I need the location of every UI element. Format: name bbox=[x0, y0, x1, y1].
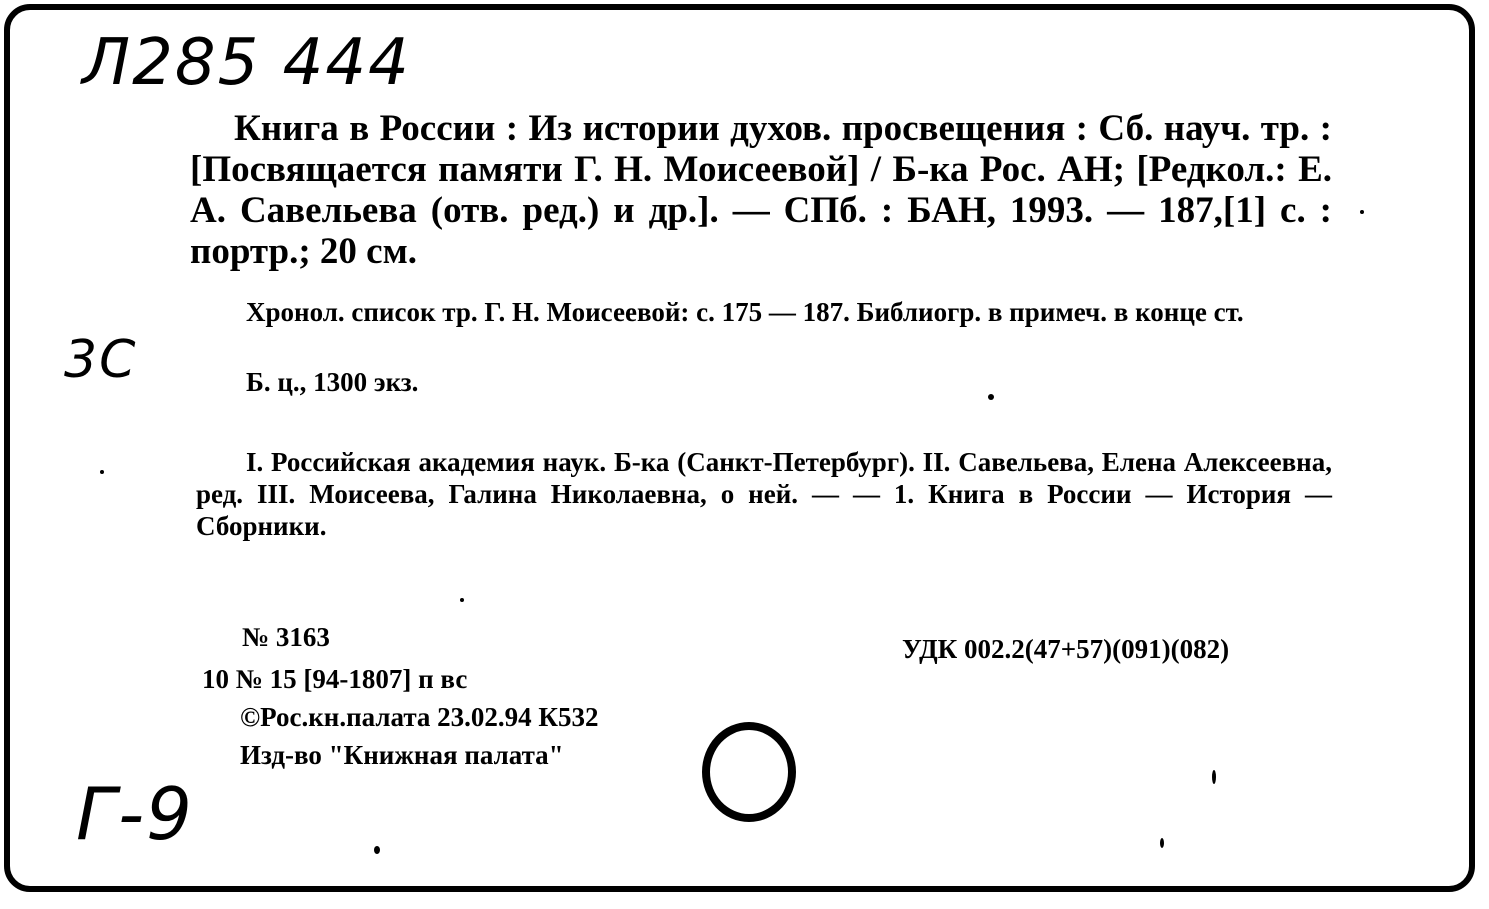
scan-speck bbox=[100, 470, 104, 474]
scan-speck bbox=[460, 598, 464, 602]
handwritten-catalog-number: Л285 444 bbox=[82, 26, 411, 100]
handwritten-bottom-mark: Г-9 bbox=[76, 772, 194, 856]
tracings: I. Российская академия наук. Б-ка (Санкт-Петербург). II. Савельева, Елена Алексеевна, ред. III. Моисеева, Галина Николаевна, о ней. — — 1. Книга в России — История — Сборники. bbox=[196, 447, 1332, 541]
record-number: № 3163 bbox=[242, 622, 330, 652]
main-bibliographic-entry bbox=[190, 108, 1332, 272]
scan-speck bbox=[988, 394, 994, 400]
udk-code: УДК 002.2(47+57)(091)(082) bbox=[902, 634, 1230, 664]
price-note: Б. ц., 1300 экз. bbox=[246, 367, 419, 397]
main-entry-text: Книга в России : Из истории духов. просвещения : Сб. науч. тр. : [Посвящается памяти Г. Н. Моисеевой] / Б-ка Рос. АН; [Редкол.: Е. А. Савельева (отв. ред.) и др.]. — СПб. : БАН, 1993. — 187,[1] с. : портр.; 20 см. bbox=[190, 108, 1332, 272]
punch-hole-circle bbox=[702, 722, 796, 822]
scan-speck bbox=[1160, 838, 1164, 848]
bibliography-note: Хронол. список тр. Г. Н. Моисеевой: с. 175 — 187. Библиогр. в примеч. в конце ст. bbox=[246, 297, 1244, 327]
series-line: 10 № 15 [94-1807] п вс bbox=[202, 664, 468, 694]
handwritten-margin-mark: 3С bbox=[64, 330, 138, 390]
copyright-line: ©Рос.кн.палата 23.02.94 К532 bbox=[240, 702, 599, 732]
scan-speck bbox=[1212, 770, 1216, 784]
scan-speck bbox=[1360, 210, 1364, 214]
publisher-line: Изд-во "Книжная палата" bbox=[240, 740, 564, 770]
scan-speck bbox=[374, 846, 380, 854]
